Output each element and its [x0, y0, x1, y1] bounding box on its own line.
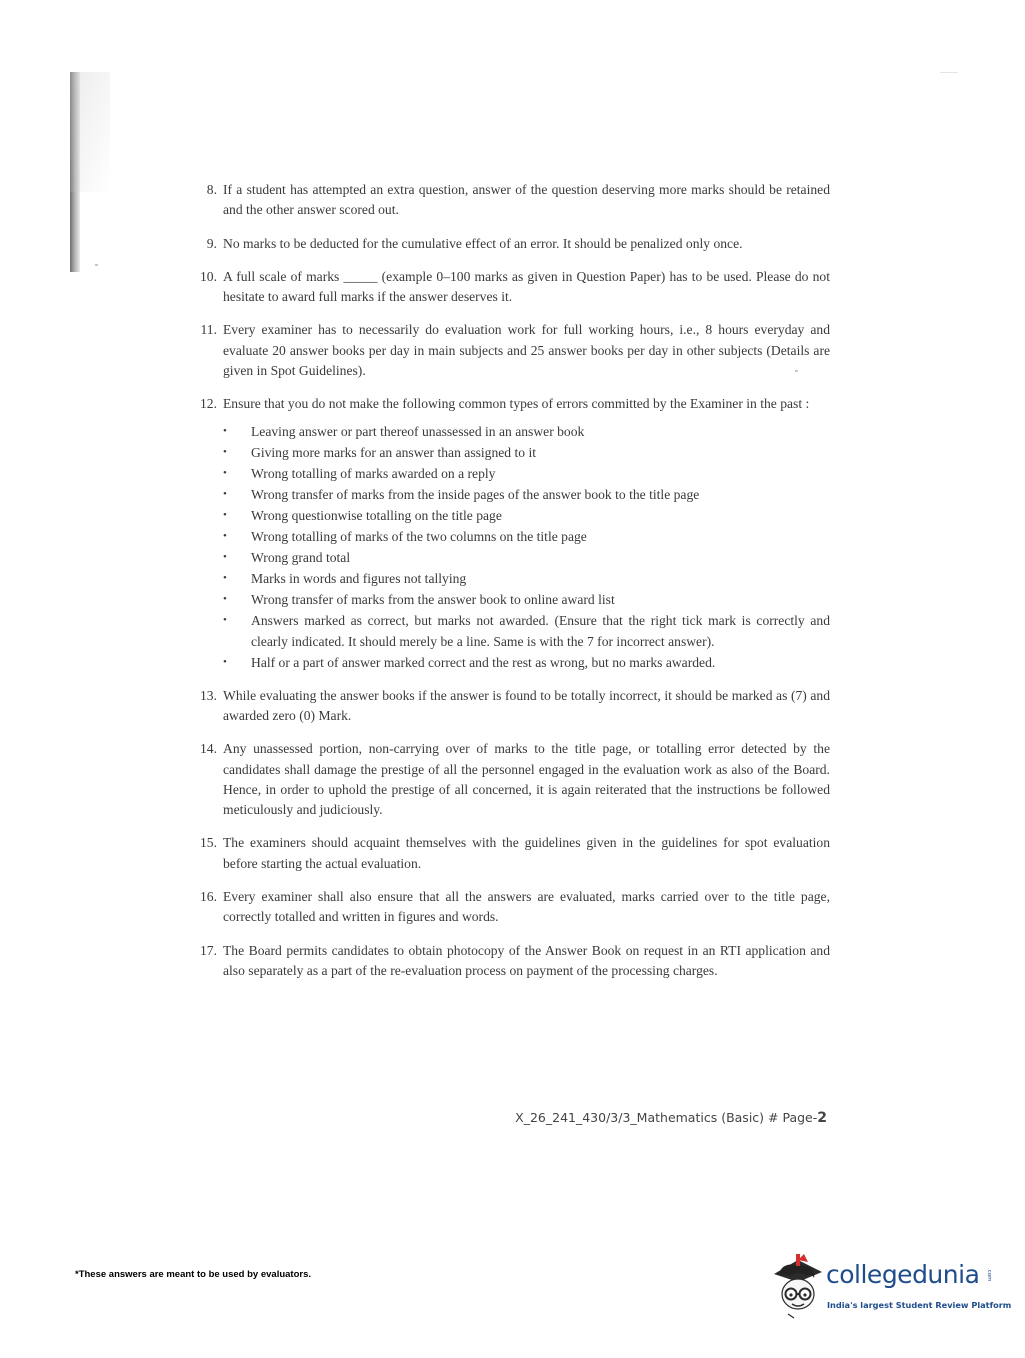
- graduate-mascot-icon: [768, 1252, 826, 1322]
- list-item: [223, 505, 830, 526]
- item-number: 16.: [200, 889, 217, 905]
- list-item: [223, 484, 830, 505]
- bullet-icon: •: [223, 613, 227, 626]
- list-item: [223, 589, 830, 610]
- list-item-text: Wrong totalling of marks awarded on a reply: [251, 465, 496, 481]
- guideline-item: [195, 320, 830, 381]
- logo-tagline: India's largest Student Review Platform: [827, 1300, 1012, 1310]
- bullet-icon: •: [223, 487, 227, 500]
- list-item-text: Marks in words and figures not tallying: [251, 570, 467, 586]
- list-item: [223, 442, 830, 463]
- page-reference-code: X_26_241_430/3/3_Mathematics (Basic) # Page-: [515, 1110, 818, 1125]
- bullet-icon: •: [223, 592, 227, 605]
- list-item: [223, 421, 830, 442]
- guideline-item: [195, 234, 830, 254]
- collegedunia-logo: [768, 1252, 1012, 1322]
- guideline-item: [195, 887, 830, 928]
- item-text: Ensure that you do not make the following common types of errors committed by the Examiner in the past :: [223, 396, 810, 412]
- guideline-item: [195, 267, 830, 308]
- list-item-text: Wrong totalling of marks of the two columns on the title page: [251, 528, 587, 544]
- bullet-icon: •: [223, 655, 227, 668]
- item-body: [223, 394, 830, 672]
- list-item-text: Half or a part of answer marked correct and the rest as wrong, but no marks awarded.: [251, 654, 716, 670]
- bullet-icon: •: [223, 508, 227, 521]
- item-text: If a student has attempted an extra question, answer of the question deserving more marks should be retained and the other answer scored out.: [223, 182, 830, 218]
- page-reference: [515, 1110, 827, 1126]
- scan-edge-shadow: [70, 72, 110, 192]
- bullet-icon: •: [223, 445, 227, 458]
- list-item: [223, 463, 830, 484]
- item-text: Every examiner has to necessarily do evaluation work for full working hours, i.e., 8 hours everyday and evaluate 20 answer books per day in main subjects and 25 answer books per day in other subjects (Details are given in Spot Guidelines).: [223, 322, 830, 379]
- list-item-text: Giving more marks for an answer than assigned to it: [251, 444, 537, 460]
- page-number: 2: [817, 1110, 827, 1126]
- item-number: 13.: [200, 687, 217, 703]
- item-number: 8.: [206, 182, 217, 197]
- bullet-icon: •: [223, 424, 227, 437]
- item-text: A full scale of marks _____ (example 0–100 marks as given in Question Paper) has to be used. Please do not hesitate to award full marks if the answer deserves it.: [223, 268, 830, 305]
- guideline-item: [195, 739, 830, 820]
- item-text: The Board permits candidates to obtain photocopy of the Answer Book on request in an RTI application and also separately as a part of the re-evaluation process on payment of the processing charges.: [223, 942, 830, 978]
- item-number: 14.: [200, 741, 217, 757]
- bullet-icon: •: [223, 571, 227, 584]
- list-item: [223, 652, 830, 673]
- item-number: 12.: [200, 396, 217, 412]
- evaluator-note: *These answers are meant to be used by evaluators.: [75, 1269, 312, 1280]
- bullet-icon: •: [223, 550, 227, 563]
- item-number: 11.: [200, 322, 217, 338]
- list-item-text: Wrong grand total: [251, 549, 351, 565]
- logo-domain: .com: [986, 1268, 992, 1282]
- scan-speck: [940, 72, 958, 73]
- list-item: [223, 610, 830, 652]
- item-text: No marks to be deducted for the cumulative effect of an error. It should be penalized only once.: [223, 235, 743, 251]
- guideline-item: [195, 686, 830, 727]
- bullet-icon: •: [223, 466, 227, 479]
- item-text: Any unassessed portion, non-carrying over of marks to the title page, or totalling error detected by the candidates shall damage the prestige of all the personnel engaged in the evaluation work as also of the Board. Hence, in order to uphold the prestige of all concerned, it is again reiterated that the instructions be followed meticulously and judiciously.: [223, 741, 830, 818]
- guideline-item: [195, 394, 830, 672]
- common-errors-list: [223, 421, 830, 673]
- item-number: 9.: [206, 235, 217, 251]
- item-text: The examiners should acquaint themselves with the guidelines given in the guidelines for spot evaluation before starting the actual evaluation.: [223, 835, 830, 871]
- list-item-text: Leaving answer or part thereof unassessed in an answer book: [251, 423, 585, 439]
- guidelines-content: [195, 180, 830, 994]
- scan-speck: [95, 264, 98, 266]
- list-item-text: Wrong transfer of marks from the inside pages of the answer book to the title page: [251, 486, 700, 502]
- item-number: 15.: [200, 835, 217, 851]
- item-text: Every examiner shall also ensure that all the answers are evaluated, marks carried over to the title page, correctly totalled and written in figures and words.: [223, 889, 830, 925]
- list-item-text: Wrong transfer of marks from the answer book to online award list: [251, 591, 615, 607]
- logo-wordmark: collegedunia: [826, 1260, 980, 1289]
- item-number: 10.: [200, 268, 217, 284]
- list-item: [223, 526, 830, 547]
- guideline-item: [195, 180, 830, 221]
- list-item-text: Answers marked as correct, but marks not awarded. (Ensure that the right tick mark is correctly and clearly indicated. It should merely be a line. Same is with the 7 for incorrect answer).: [251, 612, 830, 649]
- item-text: While evaluating the answer books if the answer is found to be totally incorrect, it should be marked as (7) and awarded zero (0) Mark.: [223, 687, 830, 723]
- guideline-item: [195, 833, 830, 874]
- guideline-item: [195, 941, 830, 982]
- list-item: [223, 568, 830, 589]
- list-item: [223, 547, 830, 568]
- list-item-text: Wrong questionwise totalling on the title page: [251, 507, 502, 523]
- item-number: 17.: [200, 942, 217, 958]
- bullet-icon: •: [223, 529, 227, 542]
